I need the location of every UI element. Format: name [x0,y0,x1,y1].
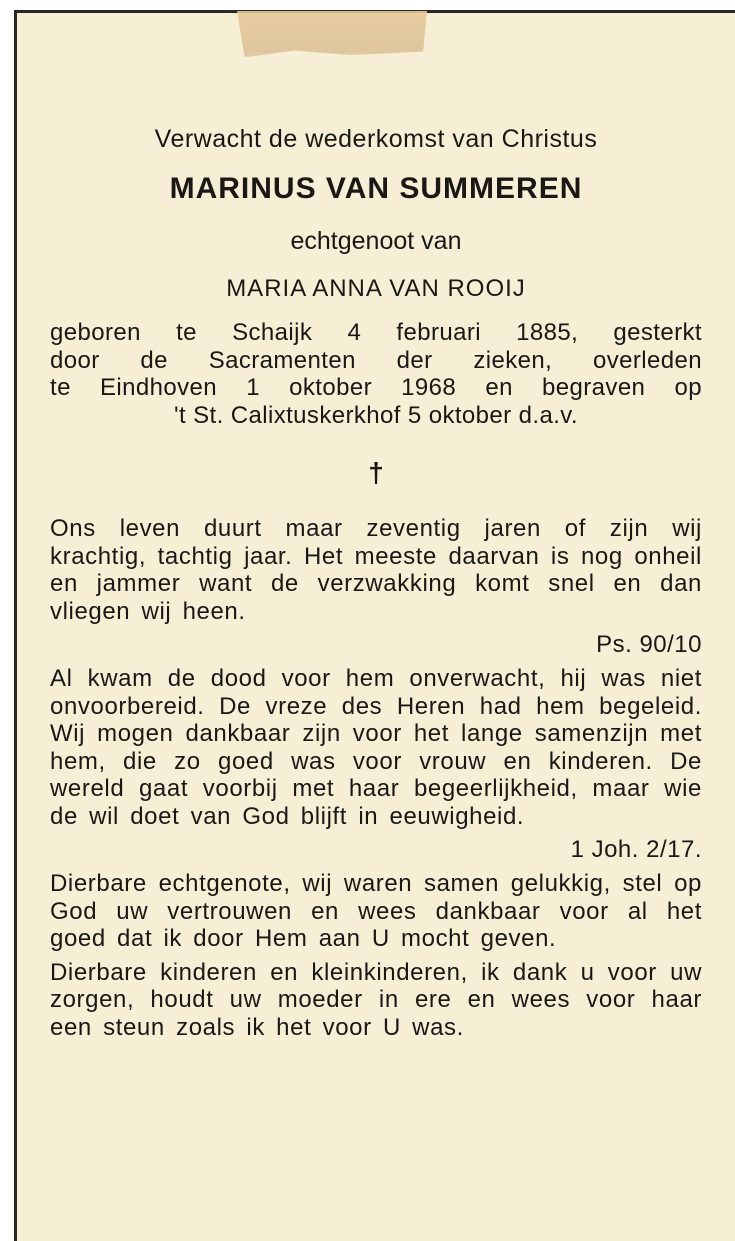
cross-icon: † [368,457,384,488]
motto: Verwacht de wederkomst van Christus [154,125,598,153]
biography-line: 't St. Calixtuskerkhof 5 oktober d.a.v. [174,401,578,429]
biography-line: te Eindhoven 1 oktober 1968 en begraven op [50,374,702,401]
memorial-card [14,10,735,1241]
john-reference: 1 Joh. 2/17. [570,836,702,863]
biography-line: door de Sacramenten der zieken, overleden [50,346,702,374]
tape-strip [237,11,427,69]
biography [50,319,702,429]
deceased-name: MARINUS VAN SUMMEREN [169,172,583,205]
psalm-text: Ons leven duurt maar zeventig jaren of zijn wij krachtig, tachtig jaar. Het meeste daarvan is nog onheil en jammer want de verzwakking komt snel en dan vliegen wij heen. [50,515,702,625]
psalm-reference: Ps. 90/10 [596,631,702,658]
spouse-name: MARIA ANNA VAN ROOIJ [226,275,526,302]
text-block-3: Dierbare echtgenote, wij waren samen gelukkig, stel op God uw vertrouwen en wees dankbaar voor al het goed dat ik door Hem aan U mocht geven. [50,870,702,952]
biography-line: geboren te Schaijk 4 februari 1885, gesterkt [50,319,702,346]
card-content [50,117,702,1041]
text-block-2: Al kwam de dood voor hem onverwacht, hij was niet onvoorbereid. De vreze des Heren had hem begeleid. Wij mogen dankbaar zijn voor het lange samenzijn met hem, die zo goed was voor vrouw en kinderen. De wereld gaat voorbij met haar begeerlijkheid, maar wie de wil doet van God blijft in eeuwigheid. [50,665,702,830]
spouse-label: echtgenoot van [290,227,462,255]
text-block-4: Dierbare kinderen en kleinkinderen, ik dank u voor uw zorgen, houdt uw moeder in ere en wees voor haar een steun zoals ik het voor U was. [50,958,702,1041]
